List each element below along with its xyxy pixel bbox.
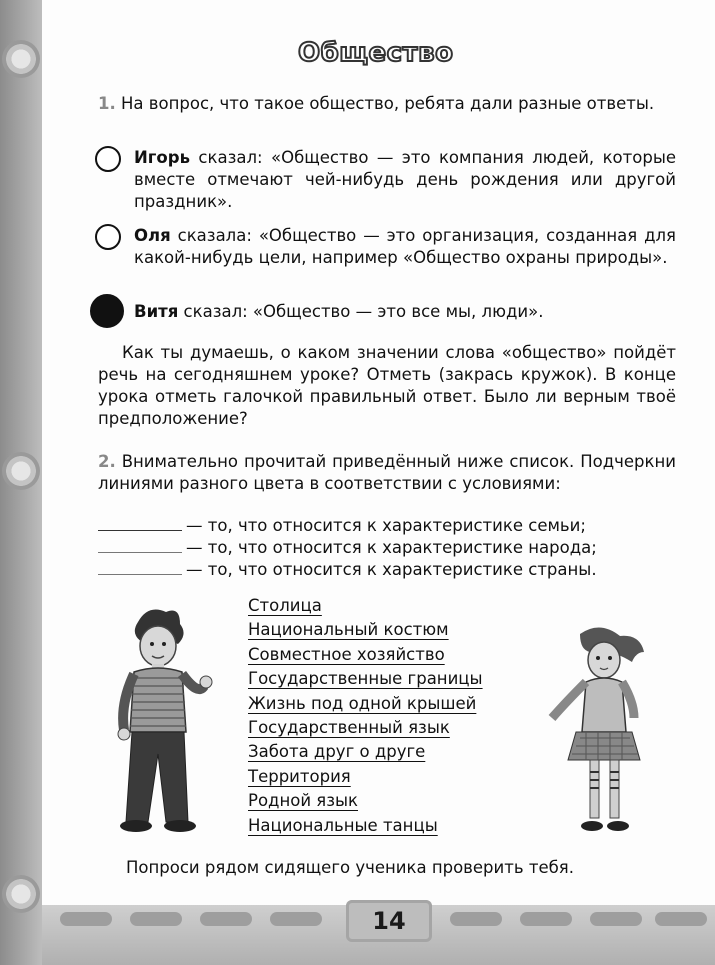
bottom-decoration <box>450 912 502 926</box>
task2-footer: Попроси рядом сидящего ученика проверить тебя. <box>126 858 574 877</box>
task1-number: 1. <box>98 94 116 113</box>
color-line-blank[interactable] <box>98 552 182 553</box>
legend-text: — то, что относится к характеристике семьи; <box>186 516 586 535</box>
color-line-blank[interactable] <box>98 530 182 531</box>
task2-intro <box>98 451 676 495</box>
bottom-decoration <box>655 912 707 926</box>
list-item[interactable]: Жизнь под одной крышей <box>248 693 477 713</box>
bottom-decoration <box>60 912 112 926</box>
task1-question: Как ты думаешь, о каком значении слова «общество» пойдёт речь на сегодняшнем уроке? Отметь (закрась кружок). В конце урока отметь галочкой правильный ответ. Было ли верным твоё предположение? <box>98 343 676 428</box>
list-item[interactable]: Совместное хозяйство <box>248 644 445 664</box>
task1-intro <box>98 93 676 115</box>
left-margin-strip <box>0 0 42 965</box>
bottom-decoration <box>130 912 182 926</box>
word-list <box>248 594 528 838</box>
answer-circle-igor[interactable] <box>95 146 121 172</box>
list-item[interactable]: Национальный костюм <box>248 620 449 640</box>
answer-text: сказал: «Общество — это компания людей, которые вместе отмечают чей-нибудь день рождения или другой праздник». <box>134 148 676 211</box>
margin-decoration-icon <box>2 40 40 78</box>
list-item[interactable]: Национальные танцы <box>248 815 438 835</box>
answer-circle-olya[interactable] <box>95 224 121 250</box>
legend-row-family <box>98 515 678 537</box>
margin-decoration-icon <box>2 452 40 490</box>
task2-intro-text: Внимательно прочитай приведённый ниже список. Подчеркни линиями разного цвета в соответствии с условиями: <box>98 452 676 493</box>
answer-olya <box>134 225 676 269</box>
answer-vitya <box>134 301 676 323</box>
page-number-badge <box>346 900 432 942</box>
page-title: Общество <box>298 38 454 68</box>
legend-text: — то, что относится к характеристике народа; <box>186 538 597 557</box>
list-item[interactable]: Столица <box>248 596 322 615</box>
legend-row-people <box>98 537 678 559</box>
legend-text: — то, что относится к характеристике страны. <box>186 560 597 579</box>
task2-number: 2. <box>98 452 116 471</box>
list-item[interactable]: Государственные границы <box>248 669 483 689</box>
answer-text: сказала: «Общество — это организация, созданная для какой-нибудь цели, например «Общество охраны природы». <box>134 226 676 267</box>
list-item[interactable]: Родной язык <box>248 791 358 811</box>
answer-name: Витя <box>134 302 179 321</box>
color-line-blank[interactable] <box>98 574 182 575</box>
answer-text: сказал: «Общество — это все мы, люди». <box>178 302 544 321</box>
bottom-decoration <box>200 912 252 926</box>
bottom-decoration <box>520 912 572 926</box>
legend-row-country <box>98 559 678 581</box>
margin-decoration-icon <box>2 875 40 913</box>
answer-circle-vitya[interactable] <box>90 294 124 328</box>
answer-name: Игорь <box>134 148 191 167</box>
task1-intro-text: На вопрос, что такое общество, ребята дали разные ответы. <box>121 94 655 113</box>
list-item[interactable]: Государственный язык <box>248 718 450 738</box>
boy-illustration <box>108 604 218 844</box>
answer-igor <box>134 147 676 213</box>
bottom-decoration <box>590 912 642 926</box>
list-item[interactable]: Забота друг о друге <box>248 742 426 762</box>
answer-name: Оля <box>134 226 171 245</box>
girl-illustration <box>540 622 650 842</box>
list-item[interactable]: Территория <box>248 766 351 786</box>
bottom-decoration <box>270 912 322 926</box>
page-number: 14 <box>372 907 406 935</box>
